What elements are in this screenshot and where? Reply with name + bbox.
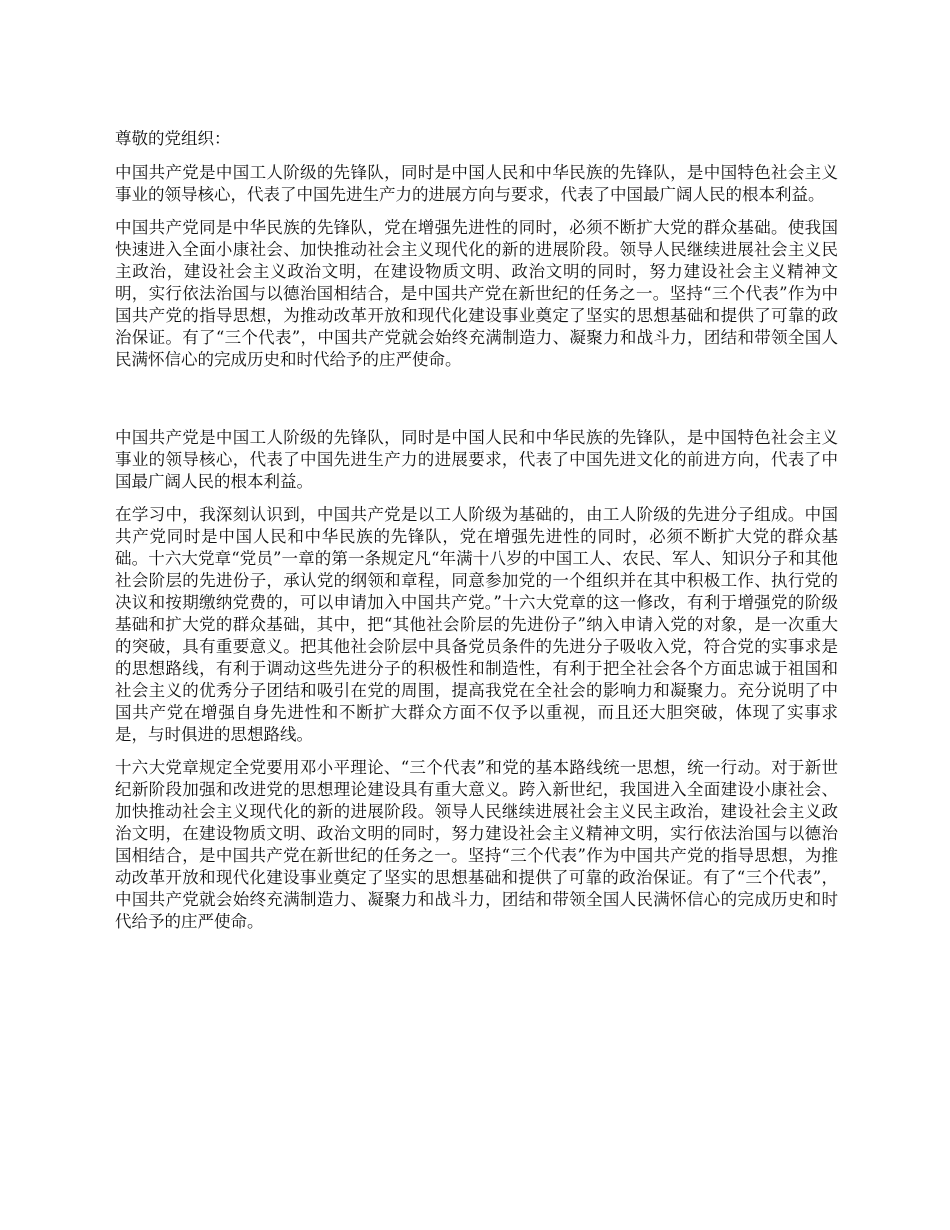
paragraph-4: 在学习中，我深刻认识到，中国共产党是以工人阶级为基础的，由工人阶级的先进分子组成。中国共产党同时是中国人民和中华民族的先锋队，党在增强先进性的同时，必须不断扩大党的群众基础。十六大党章“党员”一章的第一条规定凡“年满十八岁的中国工人、农民、军人、知识分子和其他社会阶层的先进份子，承认党的纲领和章程，同意参加党的一个组织并在其中积极工作、执行党的决议和按期缴纳党费的，可以申请加入中国共产党。”十六大党章的这一修改，有利于增强党的阶级基础和扩大党的群众基础，其中，把“其他社会阶层的先进份子”纳入申请入党的对象，是一次重大的突破，具有重要意义。把其他社会阶层中具备党员条件的先进分子吸收入党，符合党的实事求是的思想路线，有利于调动这些先进分子的积极性和制造性，有利于把全社会各个方面忠诚于祖国和社会主义的优秀分子团结和吸引在党的周围，提高我党在全社会的影响力和凝聚力。充分说明了中国共产党在增强自身先进性和不断扩大群众方面不仅予以重视，而且还大胆突破，体现了实事求是，与时俱进的思想路线。 <box>115 505 838 744</box>
document-page <box>115 128 838 944</box>
paragraph-3: 中国共产党是中国工人阶级的先锋队，同时是中国人民和中华民族的先锋队，是中国特色社会主义事业的领导核心，代表了中国先进生产力的进展要求，代表了中国先进文化的前进方向，代表了中国最广阔人民的根本利益。 <box>115 428 838 491</box>
paragraph-5: 十六大党章规定全党要用邓小平理论、“三个代表”和党的基本路线统一思想，统一行动。对于新世纪新阶段加强和改进党的思想理论建设具有重大意义。跨入新世纪，我国进入全面建设小康社会、加快推动社会主义现代化的新的进展阶段。领导人民继续进展社会主义民主政治，建设社会主义政治文明，在建设物质文明、政治文明的同时，努力建设社会主义精神文明，实行依法治国与以德治国相结合，是中国共产党在新世纪的任务之一。坚持“三个代表”作为中国共产党的指导思想，为推动改革开放和现代化建设事业奠定了坚实的思想基础和提供了可靠的政治保证。有了“三个代表”，中国共产党就会始终充满制造力、凝聚力和战斗力，团结和带领全国人民满怀信心的完成历史和时代给予的庄严使命。 <box>115 758 838 931</box>
paragraph-1: 中国共产党是中国工人阶级的先锋队，同时是中国人民和中华民族的先锋队，是中国特色社会主义事业的领导核心，代表了中国先进生产力的进展方向与要求，代表了中国最广阔人民的根本利益。 <box>115 163 838 204</box>
paragraph-2: 中国共产党同是中华民族的先锋队，党在增强先进性的同时，必须不断扩大党的群众基础。使我国快速进入全面小康社会、加快推动社会主义现代化的新的进展阶段。领导人民继续进展社会主义民主政治，建设社会主义政治文明，在建设物质文明、政治文明的同时，努力建设社会主义精神文明，实行依法治国与以德治国相结合，是中国共产党在新世纪的任务之一。坚持“三个代表”作为中国共产党的指导思想，为推动改革开放和现代化建设事业奠定了坚实的思想基础和提供了可靠的政治保证。有了“三个代表”，中国共产党就会始终充满制造力、凝聚力和战斗力，团结和带领全国人民满怀信心的完成历史和时代给予的庄严使命。 <box>115 218 838 369</box>
salutation: 尊敬的党组织： <box>115 129 231 148</box>
